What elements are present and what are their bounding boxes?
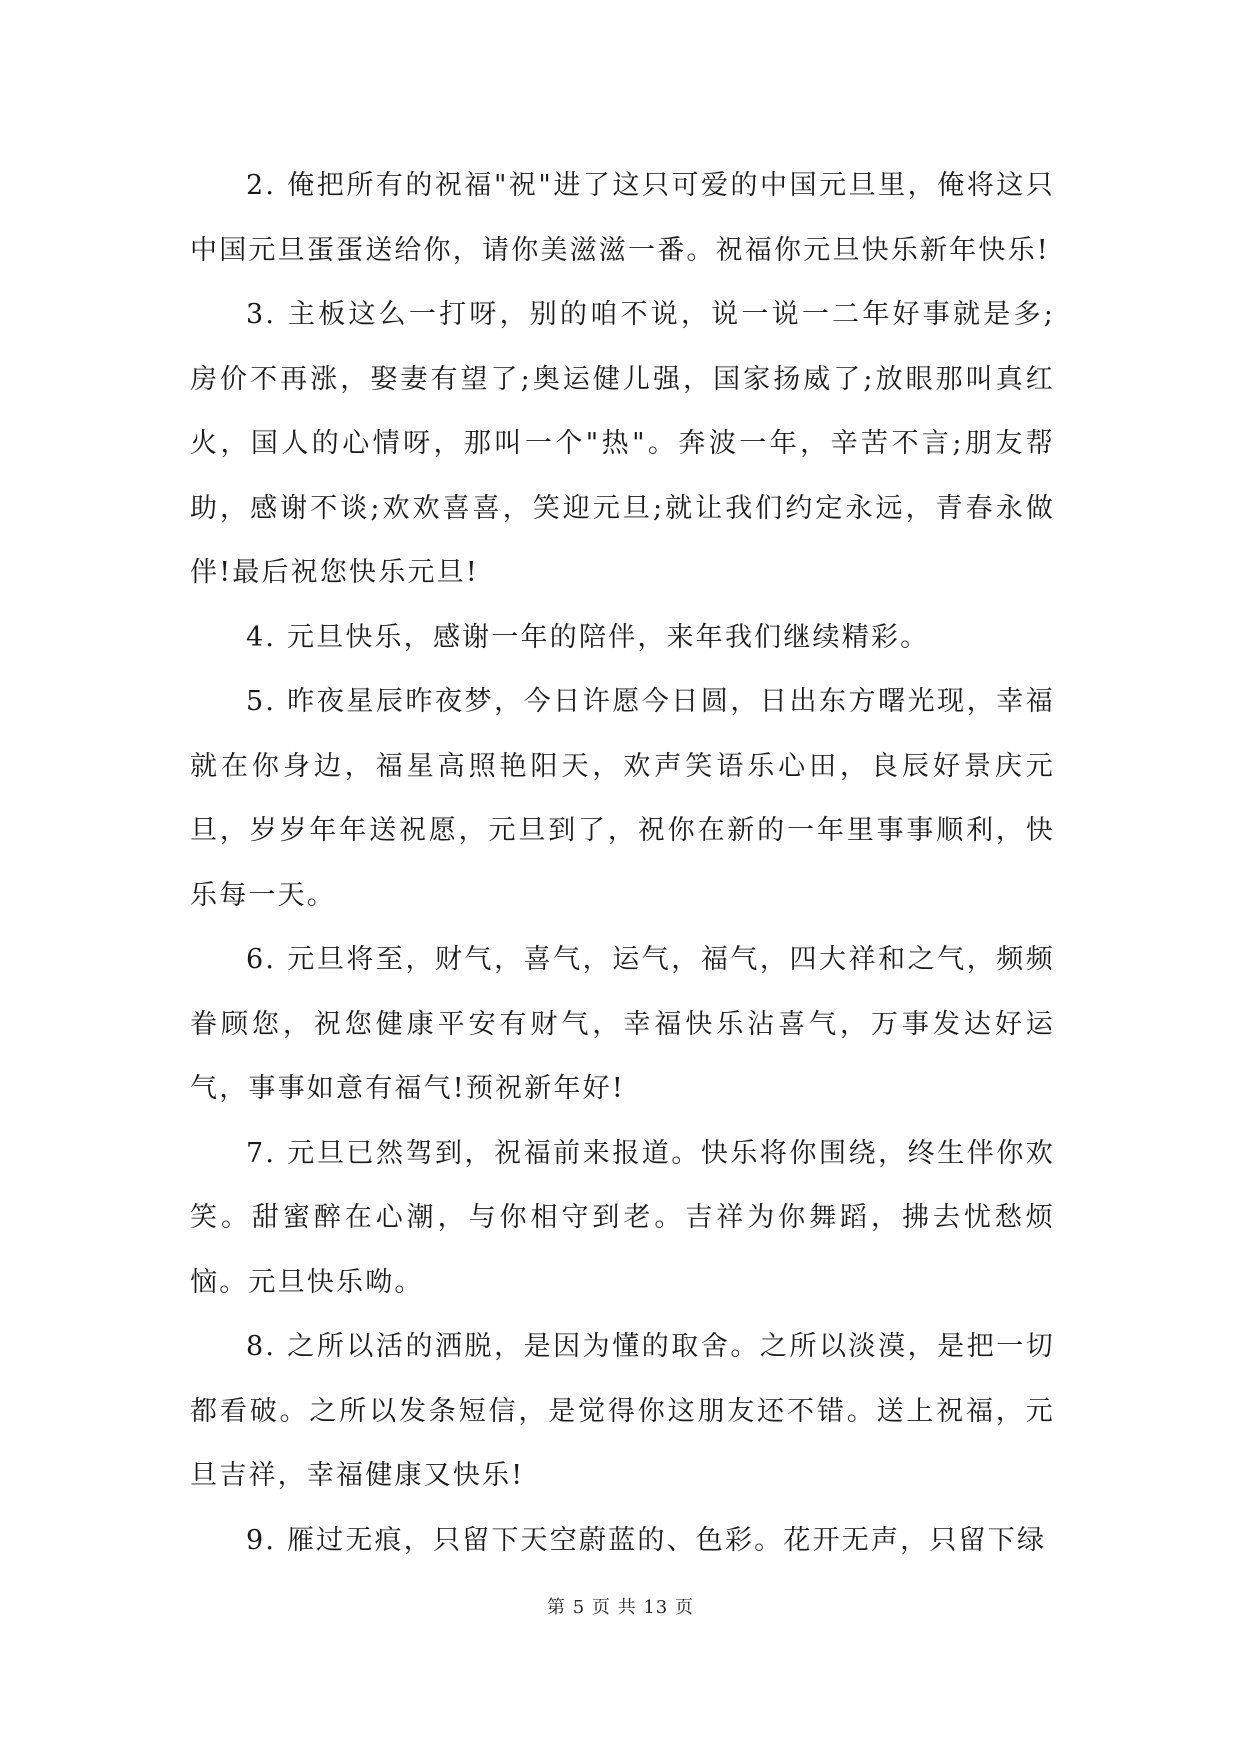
- paragraph-6: 6. 元旦将至，财气，喜气，运气，福气，四大祥和之气，频频眷顾您，祝您健康平安有财气，幸福快乐沾喜气，万事发达好运气，事事如意有福气!预祝新年好!: [190, 944, 1055, 1104]
- paragraph-4: 4. 元旦快乐，感谢一年的陪伴，来年我们继续精彩。: [246, 621, 930, 653]
- page-content: [190, 154, 1055, 1573]
- paragraph-3: 3. 主板这么一打呀，别的咱不说，说一说一二年好事就是多;房价不再涨，娶妻有望了;奥运健儿强，国家扬威了;放眼那叫真红火，国人的心情呀，那叫一个"热"。奔波一年，辛苦不言;朋友帮助，感谢不谈;欢欢喜喜，笑迎元旦;就让我们约定永远，青春永做伴!最后祝您快乐元旦!: [190, 299, 1055, 588]
- paragraph-5: 5. 昨夜星辰昨夜梦，今日许愿今日圆，日出东方曙光现，幸福就在你身边，福星高照艳阳天，欢声笑语乐心田，良辰好景庆元旦，岁岁年年送祝愿，元旦到了，祝你在新的一年里事事顺利，快乐每一天。: [190, 686, 1055, 911]
- page-number: 第 5 页 共 13 页: [547, 1597, 694, 1618]
- paragraph-2: 2. 俺把所有的祝福"祝"进了这只可爱的中国元旦里，俺将这只中国元旦蛋蛋送给你，请你美滋滋一番。祝福你元旦快乐新年快乐!: [190, 170, 1055, 266]
- page-footer: [0, 1596, 1241, 1620]
- paragraph-9: 9. 雁过无痕，只留下天空蔚蓝的、色彩。花开无声，只留下绿: [246, 1524, 1047, 1556]
- paragraph-8: 8. 之所以活的洒脱，是因为懂的取舍。之所以淡漠，是把一切都看破。之所以发条短信，是觉得你这朋友还不错。送上祝福，元旦吉祥，幸福健康又快乐!: [190, 1331, 1055, 1491]
- paragraph-7: 7. 元旦已然驾到，祝福前来报道。快乐将你围绕，终生伴你欢笑。甜蜜醉在心潮，与你相守到老。吉祥为你舞蹈，拂去忧愁烦恼。元旦快乐呦。: [190, 1137, 1055, 1298]
